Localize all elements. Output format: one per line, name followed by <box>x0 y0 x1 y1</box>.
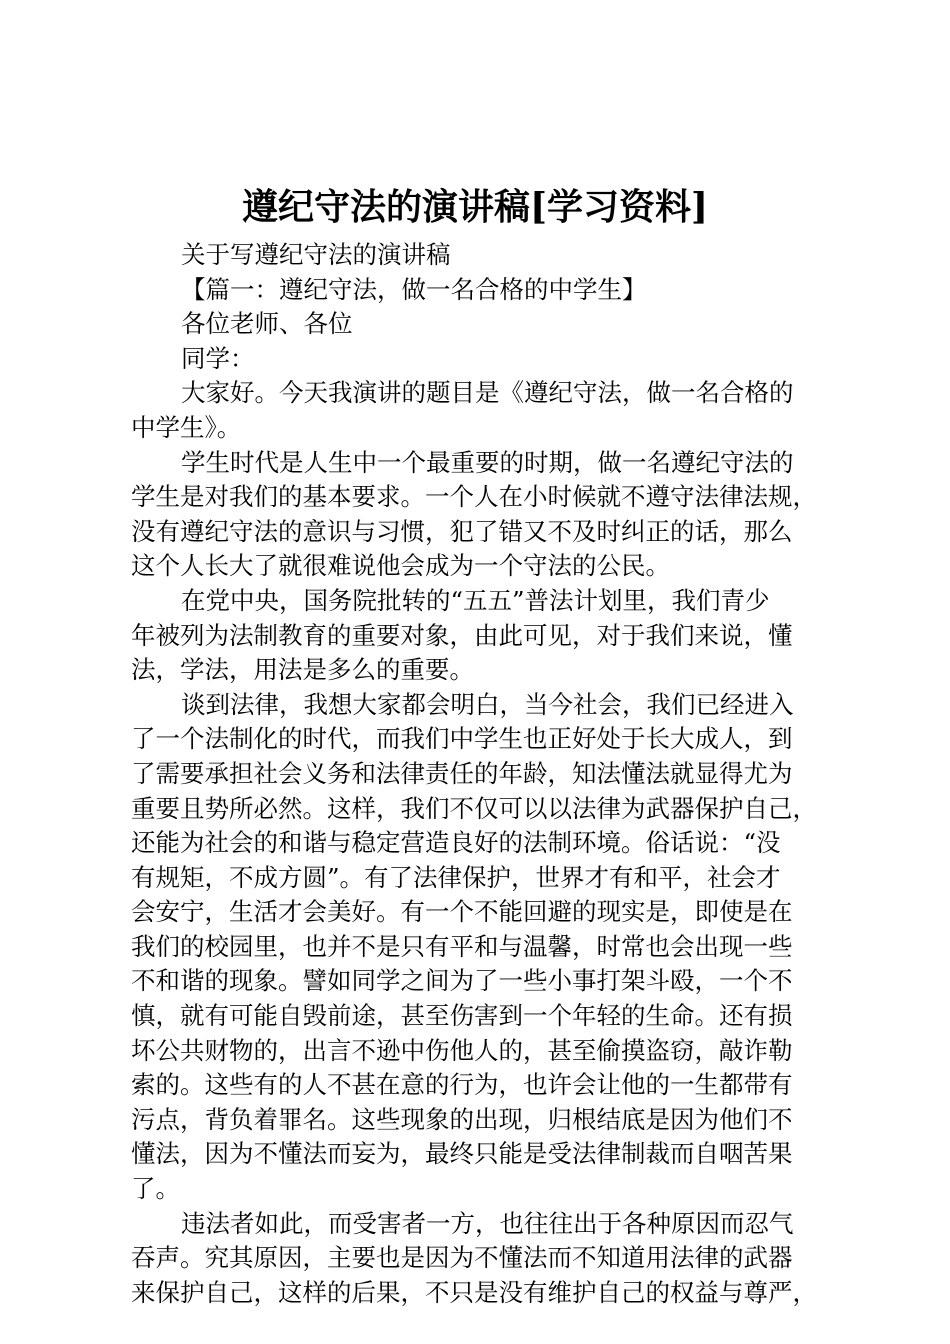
text-line: 没有遵纪守法的意识与习惯，犯了错又不及时纠正的话，那么 <box>131 516 793 546</box>
text-line: 在党中央，国务院批转的“五五”普法计划里，我们青少 <box>181 585 770 615</box>
text-line: 学生时代是人生中一个最重要的时期，做一名遵纪守法的 <box>181 447 794 477</box>
text-line: 违法者如此，而受害者一方，也往往出于各种原因而忍气 <box>181 1208 794 1238</box>
text-line: 来保护自己，这样的后果，不只是没有维护自己的权益与尊严， <box>131 1277 817 1307</box>
text-line: 年被列为法制教育的重要对象，由此可见，对于我们来说，懂 <box>131 620 793 650</box>
text-line: 【篇一：遵纪守法，做一名合格的中学生】 <box>181 274 647 304</box>
text-line: 了需要承担社会义务和法律责任的年龄，知法懂法就显得尤为 <box>131 758 793 788</box>
text-line: 了一个法制化的时代，而我们中学生也正好处于长大成人，到 <box>131 724 793 754</box>
text-line: 污点，背负着罪名。这些现象的出现，归根结底是因为他们不 <box>131 1104 793 1134</box>
text-line: 坏公共财物的，出言不逊中伤他人的，甚至偷摸盗窃，敲诈勒 <box>131 1035 793 1065</box>
text-line: 会安宁，生活才会美好。有一个不能回避的现实是，即使是在 <box>131 897 793 927</box>
text-line: 不和谐的现象。譬如同学之间为了一些小事打架斗殴，一个不 <box>131 966 793 996</box>
text-line: 还能为社会的和谐与稳定营造良好的法制环境。俗话说：“没 <box>131 828 781 858</box>
text-line: 法，学法，用法是多么的重要。 <box>131 655 474 685</box>
text-line: 重要且势所必然。这样，我们不仅可以以法律为武器保护自己， <box>131 793 817 823</box>
text-line: 了。 <box>131 1174 180 1204</box>
document-title: 遵纪守法的演讲稿[学习资料] <box>241 186 709 228</box>
text-line: 关于写遵纪守法的演讲稿 <box>181 240 451 269</box>
text-line: 吞声。究其原因，主要也是因为不懂法而不知道用法律的武器 <box>131 1243 793 1273</box>
text-line: 同学： <box>181 343 255 373</box>
text-line: 大家好。今天我演讲的题目是《遵纪守法，做一名合格的 <box>181 378 794 408</box>
text-line: 我们的校园里，也并不是只有平和与温馨，时常也会出现一些 <box>131 931 793 961</box>
text-line: 有规矩，不成方圆”。有了法律保护，世界才有和平，社会才 <box>131 862 781 892</box>
text-line: 懂法，因为不懂法而妄为，最终只能是受法律制裁而自咽苦果 <box>131 1139 793 1169</box>
text-line: 各位老师、各位 <box>181 309 353 339</box>
text-line: 慎，就有可能自毁前途，甚至伤害到一个年轻的生命。还有损 <box>131 1001 793 1031</box>
text-line: 中学生》。 <box>131 412 242 442</box>
text-line: 谈到法律，我想大家都会明白，当今社会，我们已经进入 <box>181 689 794 719</box>
text-line: 学生是对我们的基本要求。一个人在小时候就不遵守法律法规， <box>131 482 817 512</box>
text-line: 索的。这些有的人不甚在意的行为，也许会让他的一生都带有 <box>131 1070 793 1100</box>
document-body <box>131 238 831 1310</box>
text-line: 这个人长大了就很难说他会成为一个守法的公民。 <box>131 551 670 581</box>
